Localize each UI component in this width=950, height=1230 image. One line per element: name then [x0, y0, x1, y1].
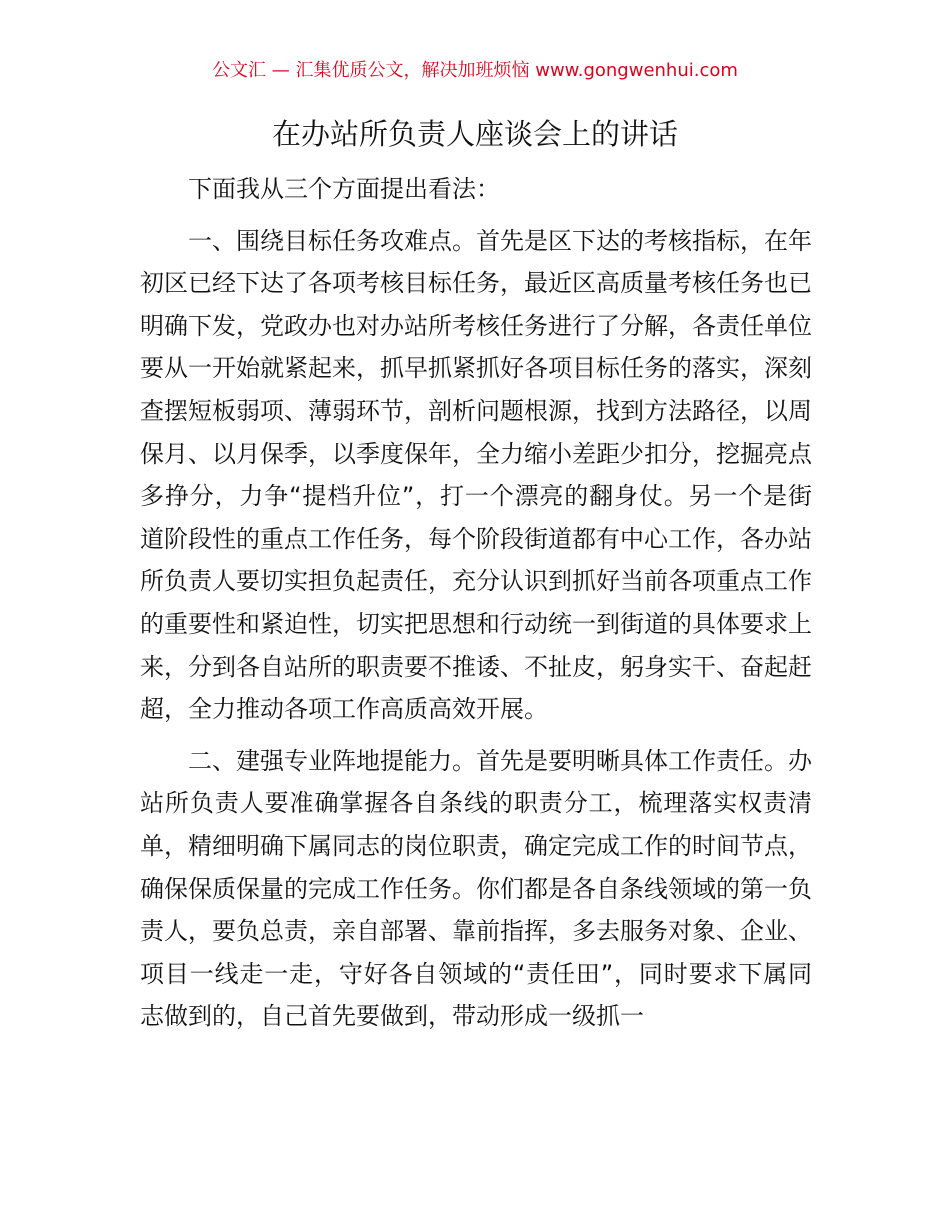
document-body	[140, 168, 812, 1038]
intro-line: 下面我从三个方面提出看法：	[188, 175, 500, 203]
paragraph-1: 一、围绕目标任务攻难点。首先是区下达的考核指标，在年初区已经下达了各项考核目标任务，最近区高质量考核任务也已明确下发，党政办也对办站所考核任务进行了分解，各责任单位要从一开始就紧起来，抓早抓紧抓好各项目标任务的落实，深刻查摆短板弱项、薄弱环节，剖析问题根源，找到方法路径，以周保月、以月保季，以季度保年，全力缩小差距少扣分，挖掘亮点多挣分，力争“提档升位”，打一个漂亮的翻身仗。另一个是街道阶段性的重点工作任务，每个阶段街道都有中心工作，各办站所负责人要切实担负起责任，充分认识到抓好当前各项重点工作的重要性和紧迫性，切实把思想和行动统一到街道的具体要求上来，分到各自站所的职责要不推诿、不扯皮，躬身实干、奋起赶超，全力推动各项工作高质高效开展。	[140, 226, 812, 724]
header-banner: 公文汇 — 汇集优质公文，解决加班烦恼 www.gongwenhui.com	[212, 60, 738, 81]
document-title: 在办站所负责人座谈会上的讲话	[271, 117, 678, 151]
paragraph-2: 二、建强专业阵地提能力。首先是要明晰具体工作责任。办站所负责人要准确掌握各自条线的职责分工，梳理落实权责清单，精细明确下属同志的岗位职责，确定完成工作的时间节点，确保保质保量的完成工作任务。你们都是各自条线领域的第一负责人，要负总责，亲自部署、靠前指挥，多去服务对象、企业、项目一线走一走，守好各自领域的“责任田”，同时要求下属同志做到的，自己首先要做到，带动形成一级抓一	[140, 746, 812, 1031]
